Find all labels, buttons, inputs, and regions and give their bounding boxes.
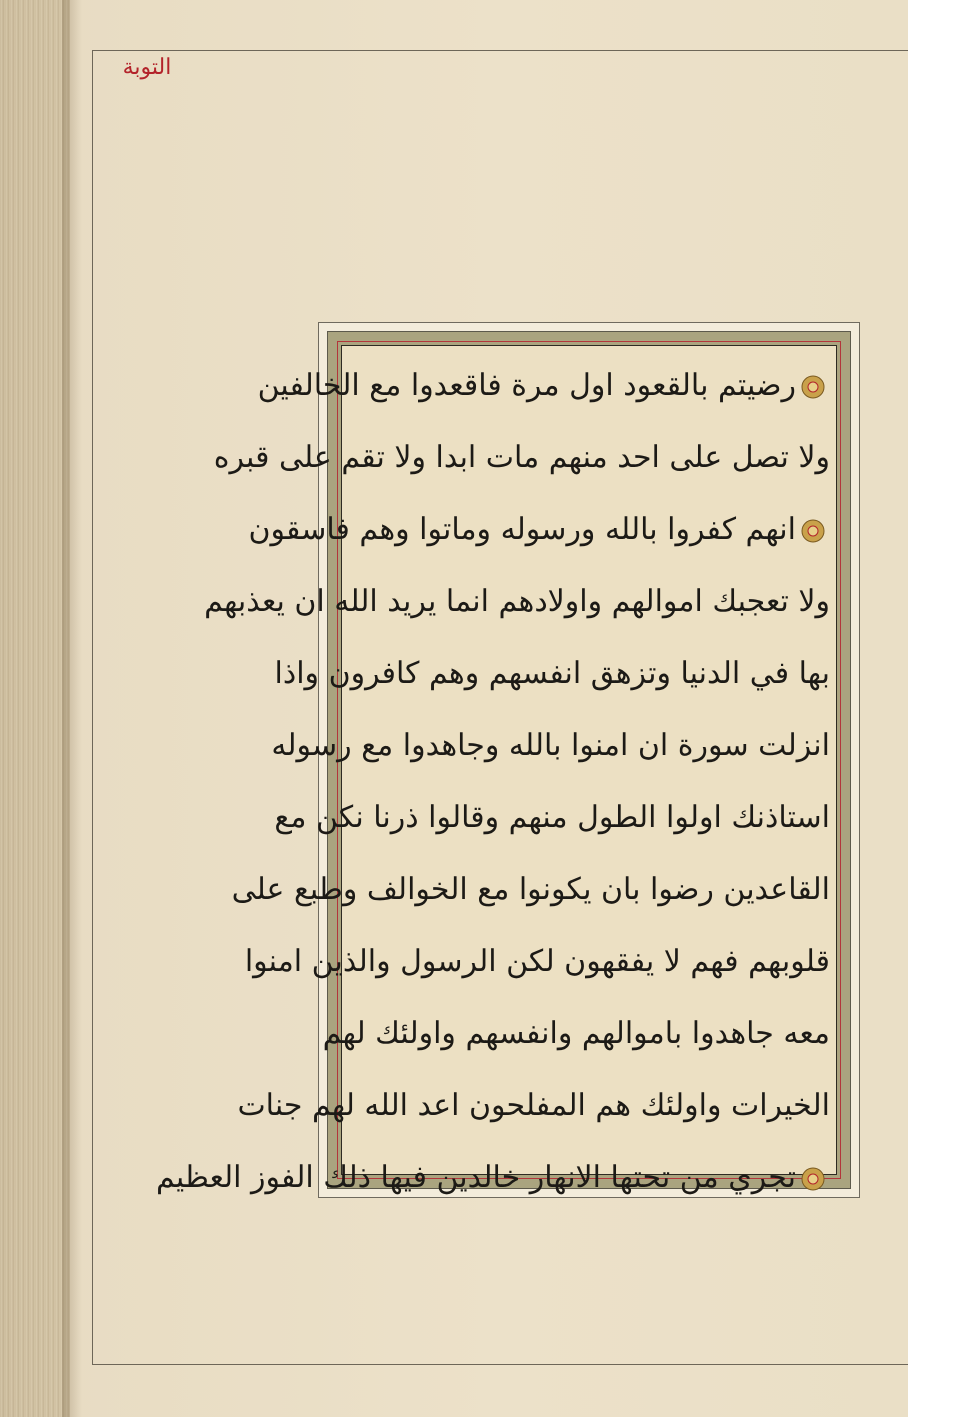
text-line: رضيتم بالقعود اول مرة فاقعدوا مع الخالفين (348, 350, 830, 422)
text-line: استاذنك اولوا الطول منهم وقالوا ذرنا نكن مع (274, 800, 830, 835)
margin-rule-top (92, 50, 908, 51)
text-block (155, 345, 837, 1195)
text-line: تجري من تحتها الانهار خالدين فيها ذلك الفوز العظيم (348, 1142, 830, 1214)
text-line: القاعدين رضوا بان يكونوا مع الخوالف وطبع على (231, 872, 830, 907)
gilded-rosette-icon (800, 1166, 826, 1192)
text-line: الخيرات واولئك هم المفلحون اعد الله لهم جنات (237, 1088, 830, 1123)
margin-rule-left (92, 50, 93, 1365)
text-line: معه جاهدوا باموالهم وانفسهم واولئك لهم (322, 1016, 830, 1051)
text-line: ولا تصل على احد منهم مات ابدا ولا تقم على قبره (213, 440, 830, 475)
margin-rule-bottom (92, 1364, 908, 1365)
gilded-rosette-icon (800, 518, 826, 544)
gutter-shadow (62, 0, 82, 1417)
text-line: قلوبهم فهم لا يفقهون لكن الرسول والذين امنوا (244, 944, 830, 979)
text-line: انهم كفروا بالله ورسوله وماتوا وهم فاسقون (348, 494, 830, 566)
text-line: ولا تعجبك اموالهم واولادهم انما يريد الله ان يعذبهم (204, 584, 830, 619)
text-frame (155, 322, 860, 1198)
surah-heading: التوبة (122, 55, 172, 80)
fore-edge (0, 0, 70, 1417)
text-line: بها في الدنيا وتزهق انفسهم وهم كافرون واذا (274, 656, 830, 691)
gilded-rosette-icon (800, 374, 826, 400)
text-line: انزلت سورة ان امنوا بالله وجاهدوا مع رسوله (271, 728, 830, 763)
